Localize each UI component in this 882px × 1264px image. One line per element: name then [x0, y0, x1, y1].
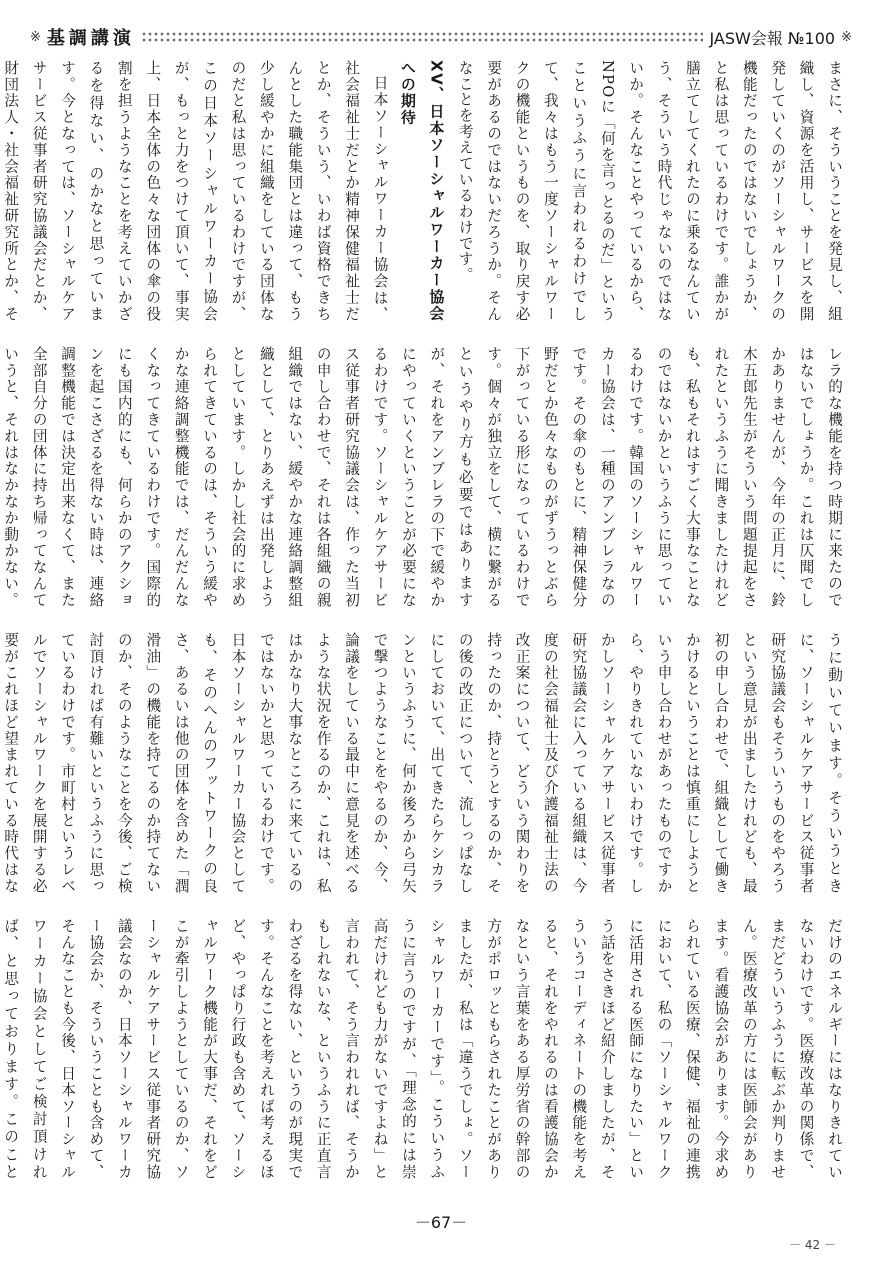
text-tier-2 — [2, 346, 848, 608]
paragraph: レラ的な機能を持つ時期に来たのではないでしょうか。これは仄聞でしかありませんが、今年の正月に、鈴木五郎先生がそういう問題提起をされたというふうに聞きましたけれども、私もそれはすごく大事なことなのではないかというふうに思っているわけです。韓国のソーシャルワーカー協会は、一種のアンブレラなのです。その傘のもとに、精神保健分野だとか色々なものがずうっとぶら下がっている形になっているわけです。個々が独立をして、横に繋がるというやり方も必要ではありますが、それをアンブレラの下で緩やかにやっていくということが必要になるわけです。ソーシャルケアサービス従事者研究協議会は、作った当初の申し合わせで、それは各組織の親組織ではない、緩やかな連絡調整組織として、とりあえずは出発しようとしています。しかし社会的に求められてきているのは、そういう緩やかな連絡調整機能では、だんだんなくなってきているわけです。国際的にも国内的にも、何らかのアクションを起こさざるを得ない時は、連絡調整機能では決定出来なくて、また全部自分の団体に持ち帰ってなんていうと、それはなかなか動かない。 — [2, 346, 843, 608]
header-mark-right: ※ — [841, 29, 852, 45]
page-header — [30, 20, 852, 54]
paragraph: うに動いています。そういうときに、ソーシャルケアサービス従事者研究協議会もそういうものをやろうという意見が出ましたけれども、最初の申し合わせで、組織として働きかけるということは慎重にしようという申し合わせがあったものですから、やりきれていないわけです。しかしソーシャルケアサービス従事者研究協議会に入っている組織は、今度の社会福祉士及び介護福祉士法の改正案について、どういう関わりを持ったのか、持とうとするのか、その後の改正について、流しっぱなしにしておいて、出てきたらケシカランというふうに、何か後ろから弓矢で撃つようなことをやるのか、今、論議をしている最中に意見を述べるような状況を作るのか、これは、私はかなり大事なところに来ているのではないかと思っているわけです。日本ソーシャルワーカー協会としても、そのへんのフットワークの良さ、あるいは他の団体を含めた「潤滑油」の機能を持てるのか持てないのか、そのようなことを今後、ご検討頂ければ有難いというふうに思っているわけです。市町村というレベルでソーシャルワークを展開する必要がこれほど望まれている時代はな — [2, 632, 843, 894]
text-tier-3 — [2, 632, 848, 894]
paragraph: 日本ソーシャルワーカー協会は、社会福祉士だとか精神保健福祉士だとか、そういう、いわば資格できちんとした職能集団とは違って、もう少し緩やかに組織をしている団体なのだと私は思っているわけですが、この日本ソーシャルワーカー協会が、もっと力をつけて頂いて、事実上、日本全体の色々な団体の傘の役割を担うようなことを考えていかざるを得ない、のかなと思っています。今となっては、ソーシャルケアサービス従事者研究協議会だとか、財団法人・社会福祉研究所とか、そ — [2, 60, 389, 322]
issue-title: JASW会報 №100 — [709, 28, 836, 48]
article-body — [2, 60, 848, 1200]
page-number: －67－ — [414, 1213, 468, 1232]
section-heading: XV、日本ソーシャルワーカー協会への期待 — [398, 60, 446, 322]
header-pattern — [141, 31, 704, 43]
sub-page-number: － 42 － — [789, 1238, 836, 1252]
text-tier-1 — [2, 60, 848, 322]
paragraph: だけのエネルギーにはなりきれていないわけです。医療改革の関係で、まだどういうふうに転ぶか判りません。医療改革の方には医師会があります。看護協会があります。今求められている医療、保健、福祉の連携において、私の「ソーシャルワークに活用される医師になりたい」という話をさきほど紹介しましたが、そういうコーディネートの機能を考えると、それをやれるのは看護協会かなという言葉をある厚労省の幹部の方がポロッともらされたことがありましたが、私は「違うでしょ。ソーシャルワーカーです」。こういうふうに言うのですが、「理念的には崇高だけれども力がないですよね」と言われて、そう言われれば、そうかもしれないな、というふうに正直言わざるを得ない、というのが現実です。そんなことを考えれば考えるほど、やっぱり行政も含めて、ソーシャルワーク機能が大事だ、それをどこが牽引しようとしているのか、ソーシャルケアサービス従事者研究協議会なのか、日本ソーシャルワーカー協会か、そういうことも含めて、そんなことも今後、日本ソーシャルワーカー協会としてご検討頂ければ、と思っております。このこと — [2, 918, 843, 1180]
section-title: 基調講演 — [46, 28, 135, 49]
paragraph: まさに、そういうことを発見し、組織し、資源を活用し、サービスを開発していくのがソーシャルワークの機能だったのではないでしょうか、と私は思っているわけです。誰かが膳立てしてくれたのに乗るなんていう、そういう時代じゃないのではないか。そんなことやっているから、NPOに「何を言っとるのだ」というこというふうに言われるわけでして、我々はもう一度ソーシャルワークの機能というものを、取り戻す必要があるのではないだろうか。そんなことを考えているわけです。 — [456, 60, 843, 322]
text-tier-4 — [2, 918, 848, 1180]
header-mark-left: ※ — [30, 29, 41, 45]
